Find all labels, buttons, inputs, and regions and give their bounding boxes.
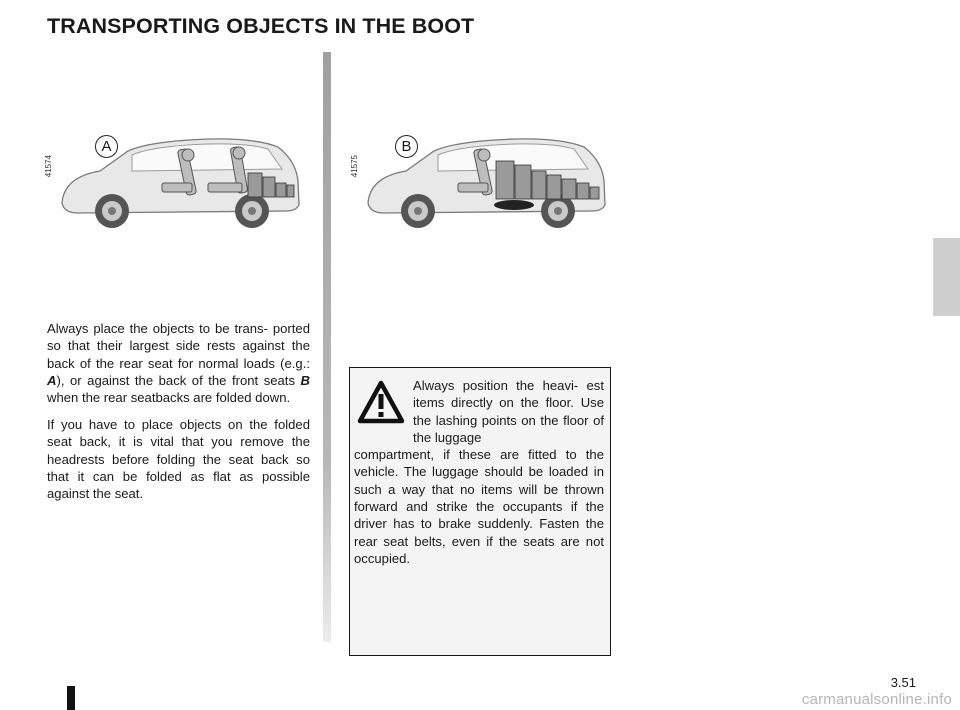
warning-box	[349, 367, 611, 656]
page-number: 3.51	[890, 675, 916, 690]
figure-a-letter: A	[95, 135, 118, 158]
page-title: TRANSPORTING OBJECTS IN THE BOOT	[47, 14, 475, 38]
paragraph-1: Always place the objects to be trans- ported so that their largest side rests against the back of the rear seat for normal loads (e.g.: A), or against the back of the front seats B when the rear seatbacks are folded down.	[47, 321, 310, 406]
watermark: carmanualsonline.info	[801, 691, 952, 708]
warning-text-indented: Always position the heavi- est items directly on the floor. Use the lashing points on the floor of the luggage	[413, 378, 604, 445]
figure-b	[346, 125, 616, 245]
car-illustration-seats-up	[40, 125, 310, 245]
car-illustration-seats-folded	[346, 125, 616, 245]
paragraph-2: If you have to place objects on the folded seat back, it is vital that you remove the headrests before folding the seat back so that it can be folded as flat as possible against the seat.	[47, 416, 310, 502]
figure-ref-a: A	[47, 372, 57, 388]
column-divider	[323, 52, 331, 642]
section-thumb-tab	[933, 238, 960, 316]
warning-text	[354, 377, 604, 567]
figure-ref-b: B	[300, 372, 310, 388]
figure-a-number: 41574	[44, 155, 53, 178]
figure-b-number: 41575	[350, 155, 359, 178]
warning-text-rest: compartment, if these are fitted to the vehicle. The luggage should be loaded in such a way that no items will be thrown forward and strike the occupants if the driver has to brake suddenly. Fasten the rear seat belts, even if the seats are not occupied.	[354, 447, 604, 566]
figure-a	[40, 125, 310, 245]
page-edge-mark	[67, 686, 75, 710]
figure-b-letter: B	[395, 135, 418, 158]
body-text	[47, 320, 310, 512]
